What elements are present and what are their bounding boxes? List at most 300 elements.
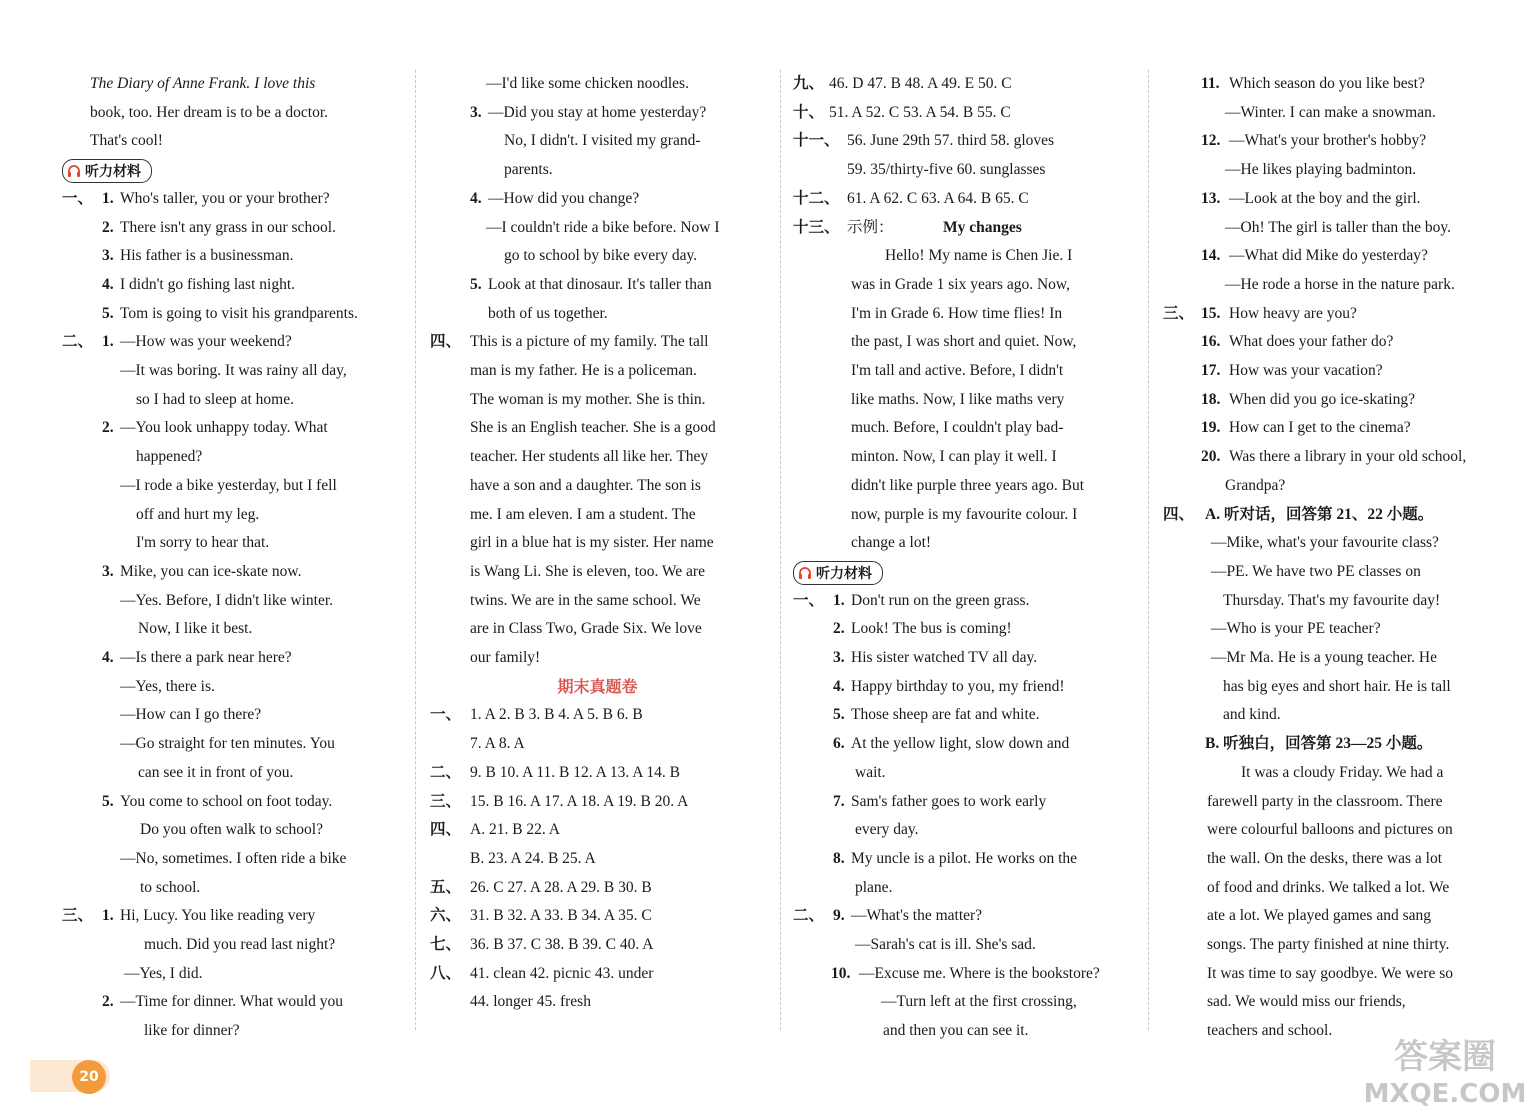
- text-line: [430, 414, 765, 442]
- text-line: [62, 816, 402, 844]
- text-line: [793, 845, 1133, 873]
- text-line: [793, 328, 1133, 356]
- line-text: I'm sorry to hear that.: [136, 534, 270, 551]
- essay-title: My changes: [943, 219, 1022, 236]
- text-line: [62, 414, 402, 442]
- text-line: [793, 902, 1133, 930]
- text-line: [62, 529, 402, 557]
- line-text: —I rode a bike yesterday, but I fell: [120, 477, 337, 494]
- text-line: [1163, 730, 1503, 758]
- line-text: Who's taller, you or your brother?: [120, 190, 330, 207]
- text-line: [62, 960, 402, 988]
- text-line: [62, 587, 402, 615]
- item-number: 13.: [1201, 190, 1221, 207]
- line-text: 59. 35/thirty-five 60. sunglasses: [847, 161, 1046, 178]
- line-text: —Is there a park near here?: [120, 649, 292, 666]
- line-text: I'm in Grade 6. How time flies! In: [851, 305, 1063, 322]
- text-line: [430, 730, 765, 758]
- section-marker: 二、: [62, 333, 94, 350]
- text-line: [793, 70, 1133, 98]
- line-text: 44. longer 45. fresh: [470, 993, 591, 1010]
- item-number: 14.: [1201, 247, 1221, 264]
- line-text: plane.: [855, 879, 893, 896]
- listening-label-text: 听力材料: [85, 164, 141, 180]
- line-text: teacher. Her students all like her. They: [470, 448, 709, 465]
- line-text: much. Did you read last night?: [144, 936, 336, 953]
- text-line: [1163, 328, 1503, 356]
- line-text: book, too. Her dream is to be a doctor.: [90, 104, 329, 121]
- line-text: songs. The party finished at nine thirty.: [1207, 936, 1450, 953]
- line-text: —Yes, there is.: [120, 678, 215, 695]
- line-text: parents.: [504, 161, 553, 178]
- line-text: 51. A 52. C 53. A 54. B 55. C: [829, 104, 1011, 121]
- text-line: [62, 271, 402, 299]
- text-line: [62, 988, 402, 1016]
- text-line: [430, 960, 765, 988]
- text-line: [1163, 759, 1503, 787]
- line-text: Look at that dinosaur. It's taller than: [488, 276, 712, 293]
- line-text: My uncle is a pilot. He works on the: [851, 850, 1078, 867]
- text-line: [793, 673, 1133, 701]
- line-text: wait.: [855, 764, 886, 781]
- line-text: —You look unhappy today. What: [120, 419, 328, 436]
- line-text: Hi, Lucy. You like reading very: [120, 907, 316, 924]
- line-text: to school.: [140, 879, 201, 896]
- item-number: 6.: [833, 735, 845, 752]
- text-line: [430, 99, 765, 127]
- section-marker: 三、: [430, 793, 462, 810]
- headphone-icon: [798, 566, 812, 580]
- text-line: [1163, 271, 1503, 299]
- line-text: —How was your weekend?: [120, 333, 292, 350]
- line-text: now, purple is my favourite colour. I: [851, 506, 1078, 523]
- item-number: 9.: [833, 907, 845, 924]
- item-number: 2.: [102, 993, 114, 1010]
- text-line: [1163, 931, 1503, 959]
- line-text: His father is a businessman.: [120, 247, 294, 264]
- item-number: 4.: [102, 649, 114, 666]
- line-text: Do you often walk to school?: [140, 821, 323, 838]
- section-marker: 五、: [430, 879, 462, 896]
- line-text: —What's the matter?: [851, 907, 983, 924]
- text-line: [1163, 673, 1503, 701]
- text-line: [430, 185, 765, 213]
- text-line: [793, 529, 1133, 557]
- text-line: [1163, 644, 1503, 672]
- line-text: girl in a blue hat is my sister. Her name: [470, 534, 714, 551]
- line-text: Grandpa?: [1225, 477, 1286, 494]
- text-line: [430, 759, 765, 787]
- item-number: 11.: [1201, 75, 1220, 92]
- line-text: Thursday. That's my favourite day!: [1223, 592, 1441, 609]
- line-text: Look! The bus is coming!: [851, 620, 1012, 637]
- section-marker: 六、: [430, 907, 462, 924]
- text-line: [793, 615, 1133, 643]
- text-line: [430, 615, 765, 643]
- line-text: —How did you change?: [488, 190, 640, 207]
- text-line: [793, 874, 1133, 902]
- line-text: —Sarah's cat is ill. She's sad.: [855, 936, 1036, 953]
- item-number: 16.: [1201, 333, 1221, 350]
- text-line: [430, 271, 765, 299]
- text-line: [62, 386, 402, 414]
- text-line: [430, 357, 765, 385]
- line-text: B. 听独白，回答第 23—25 小题。: [1205, 735, 1433, 752]
- line-text: man is my father. He is a policeman.: [470, 362, 697, 379]
- line-text: our family!: [470, 649, 541, 666]
- text-line: [1163, 501, 1503, 529]
- line-text: —Who is your PE teacher?: [1211, 620, 1381, 637]
- section-marker: 四、: [430, 821, 462, 838]
- text-line: [430, 529, 765, 557]
- text-line: [793, 988, 1133, 1016]
- line-text: —Yes. Before, I didn't like winter.: [120, 592, 334, 609]
- text-line: [793, 185, 1133, 213]
- line-text: A. 听对话，回答第 21、22 小题。: [1205, 506, 1434, 523]
- text-line: [62, 931, 402, 959]
- page-number: 20: [72, 1060, 106, 1094]
- text-line: [430, 214, 765, 242]
- section-marker: 四、: [1163, 506, 1195, 523]
- text-line: [793, 587, 1133, 615]
- item-number: 1.: [102, 333, 114, 350]
- text-line: [1163, 185, 1503, 213]
- line-text: are in Class Two, Grade Six. We love: [470, 620, 702, 637]
- watermark-logo: [1360, 1030, 1530, 1110]
- text-line: [430, 644, 765, 672]
- line-text: teachers and school.: [1207, 1022, 1333, 1039]
- line-text: 56. June 29th 57. third 58. gloves: [847, 132, 1055, 149]
- text-line: [793, 931, 1133, 959]
- item-number: 3.: [470, 104, 482, 121]
- section-marker: 四、: [430, 333, 462, 350]
- line-text: It was a cloudy Friday. We had a: [1241, 764, 1444, 781]
- section-marker: 一、: [793, 592, 825, 609]
- watermark-top: 答案圈: [1394, 1037, 1496, 1077]
- text-line: [62, 558, 402, 586]
- section-marker: 二、: [793, 907, 825, 924]
- line-text: didn't like purple three years ago. But: [851, 477, 1085, 494]
- line-text: The Diary of Anne Frank. I love this: [90, 75, 316, 92]
- line-text: Now, I like it best.: [138, 620, 253, 637]
- text-line: [1163, 99, 1503, 127]
- item-number: 1.: [833, 592, 845, 609]
- line-text: Happy birthday to you, my friend!: [851, 678, 1065, 695]
- headphone-icon: [67, 164, 81, 178]
- text-line: [430, 242, 765, 270]
- line-text: At the yellow light, slow down and: [851, 735, 1070, 752]
- text-line: [62, 615, 402, 643]
- line-text: the past, I was short and quiet. Now,: [851, 333, 1077, 350]
- line-text: and then you can see it.: [883, 1022, 1029, 1039]
- line-text: I'm tall and active. Before, I didn't: [851, 362, 1064, 379]
- text-line: [1163, 214, 1503, 242]
- text-line: [793, 788, 1133, 816]
- item-number: 2.: [833, 620, 845, 637]
- item-number: 5.: [833, 706, 845, 723]
- text-line: [430, 587, 765, 615]
- line-text: How heavy are you?: [1229, 305, 1357, 322]
- section-marker: 一、: [62, 190, 94, 207]
- line-text: like maths. Now, I like maths very: [851, 391, 1065, 408]
- line-text: —Look at the boy and the girl.: [1229, 190, 1421, 207]
- line-text: —Winter. I can make a snowman.: [1225, 104, 1436, 121]
- section-marker: 二、: [430, 764, 462, 781]
- line-text: 1. A 2. B 3. B 4. A 5. B 6. B: [470, 706, 643, 723]
- line-text: ate a lot. We played games and sang: [1207, 907, 1432, 924]
- line-text: —Oh! The girl is taller than the boy.: [1225, 219, 1451, 236]
- item-number: 12.: [1201, 132, 1221, 149]
- item-number: 8.: [833, 850, 845, 867]
- line-text: Tom is going to visit his grandparents.: [120, 305, 358, 322]
- line-text: This is a picture of my family. The tall: [470, 333, 709, 350]
- item-number: 3.: [833, 649, 845, 666]
- line-text: Those sheep are fat and white.: [851, 706, 1040, 723]
- text-line: [793, 759, 1133, 787]
- line-text: was in Grade 1 six years ago. Now,: [851, 276, 1070, 293]
- text-line: [430, 558, 765, 586]
- text-line: [430, 127, 765, 155]
- line-text: —How can I go there?: [120, 706, 262, 723]
- line-text: 26. C 27. A 28. A 29. B 30. B: [470, 879, 652, 896]
- section-heading-row: [430, 673, 765, 701]
- text-line: [62, 874, 402, 902]
- text-line: [430, 70, 765, 98]
- text-line: [62, 242, 402, 270]
- text-line: [430, 156, 765, 184]
- text-line: [1163, 587, 1503, 615]
- item-number: 5.: [102, 305, 114, 322]
- line-text: farewell party in the classroom. There: [1207, 793, 1443, 810]
- listening-label-text: 听力材料: [816, 566, 872, 582]
- item-number: 2.: [102, 219, 114, 236]
- line-text: His sister watched TV all day.: [851, 649, 1038, 666]
- text-line: [430, 988, 765, 1016]
- line-text: 9. B 10. A 11. B 12. A 13. A 14. B: [470, 764, 681, 781]
- text-line: [62, 300, 402, 328]
- section-marker: 十二、: [793, 190, 840, 207]
- line-text: minton. Now, I can play it well. I: [851, 448, 1057, 465]
- item-number: 4.: [102, 276, 114, 293]
- line-text: so I had to sleep at home.: [136, 391, 294, 408]
- text-line: [1163, 615, 1503, 643]
- line-text: 61. A 62. C 63. A 64. B 65. C: [847, 190, 1029, 207]
- section-marker: 三、: [62, 907, 94, 924]
- item-number: 18.: [1201, 391, 1221, 408]
- listening-material-label: [62, 159, 152, 183]
- line-text: the wall. On the desks, there was a lot: [1207, 850, 1443, 867]
- column-divider: [780, 70, 781, 1030]
- text-line: [62, 472, 402, 500]
- listening-material-label: [793, 561, 883, 585]
- text-line: [62, 788, 402, 816]
- text-line: [430, 874, 765, 902]
- text-line: [62, 99, 402, 127]
- line-text: You come to school on foot today.: [120, 793, 333, 810]
- line-text: Mike, you can ice-skate now.: [120, 563, 302, 580]
- line-text: That's cool!: [90, 132, 163, 149]
- text-line: [430, 328, 765, 356]
- item-number: 20.: [1201, 448, 1221, 465]
- line-text: —Mr Ma. He is a young teacher. He: [1211, 649, 1437, 666]
- line-text: 41. clean 42. picnic 43. under: [470, 965, 654, 982]
- line-text: Was there a library in your old school,: [1229, 448, 1467, 465]
- text-line: [430, 701, 765, 729]
- line-text: —I couldn't ride a bike before. Now I: [486, 219, 720, 236]
- item-number: 17.: [1201, 362, 1221, 379]
- line-text: 示例：: [847, 219, 894, 236]
- text-line: [793, 472, 1133, 500]
- line-text: and kind.: [1223, 706, 1281, 723]
- text-line: [1163, 414, 1503, 442]
- text-line: [1163, 816, 1503, 844]
- text-line: [430, 501, 765, 529]
- line-text: go to school by bike every day.: [504, 247, 698, 264]
- line-text: It was time to say goodbye. We were so: [1207, 965, 1453, 982]
- item-number: 15.: [1201, 305, 1221, 322]
- line-text: —Time for dinner. What would you: [120, 993, 344, 1010]
- line-text: —What did Mike do yesterday?: [1229, 247, 1428, 264]
- line-text: have a son and a daughter. The son is: [470, 477, 701, 494]
- text-line: [430, 902, 765, 930]
- text-line: [430, 788, 765, 816]
- text-line: [62, 214, 402, 242]
- line-text: The woman is my mother. She is thin.: [470, 391, 706, 408]
- line-text: —What's your brother's hobby?: [1229, 132, 1427, 149]
- line-text: can see it in front of you.: [138, 764, 294, 781]
- text-line: [62, 357, 402, 385]
- line-text: 31. B 32. A 33. B 34. A 35. C: [470, 907, 652, 924]
- text-line: [1163, 127, 1503, 155]
- line-text: both of us together.: [488, 305, 608, 322]
- section-marker: 三、: [1163, 305, 1195, 322]
- section-marker: 十三、: [793, 219, 840, 236]
- text-line: [793, 501, 1133, 529]
- line-text: —It was boring. It was rainy all day,: [120, 362, 347, 379]
- line-text: off and hurt my leg.: [136, 506, 260, 523]
- text-line: [62, 443, 402, 471]
- text-line: [430, 443, 765, 471]
- item-number: 2.: [102, 419, 114, 436]
- item-number: 19.: [1201, 419, 1221, 436]
- text-line: [430, 931, 765, 959]
- line-text: twins. We are in the same school. We: [470, 592, 701, 609]
- text-line: [793, 127, 1133, 155]
- section-heading: 期末真题卷: [557, 677, 638, 696]
- text-line: [1163, 472, 1503, 500]
- line-text: —Mike, what's your favourite class?: [1211, 534, 1439, 551]
- line-text: Hello! My name is Chen Jie. I: [885, 247, 1073, 264]
- text-line: [793, 99, 1133, 127]
- text-line: [793, 271, 1133, 299]
- line-text: sad. We would miss our friends,: [1207, 993, 1406, 1010]
- text-line: [1163, 845, 1503, 873]
- line-text: What does your father do?: [1229, 333, 1394, 350]
- text-line: [430, 472, 765, 500]
- text-line: [793, 414, 1133, 442]
- text-line: [1163, 386, 1503, 414]
- text-line: [793, 156, 1133, 184]
- text-line: [1163, 788, 1503, 816]
- item-number: 3.: [102, 247, 114, 264]
- line-text: —PE. We have two PE classes on: [1211, 563, 1421, 580]
- text-line: [1163, 701, 1503, 729]
- line-text: 7. A 8. A: [470, 735, 525, 752]
- line-text: 15. B 16. A 17. A 18. A 19. B 20. A: [470, 793, 689, 810]
- line-text: She is an English teacher. She is a good: [470, 419, 716, 436]
- line-text: were colourful balloons and pictures on: [1207, 821, 1453, 838]
- item-number: 1.: [102, 907, 114, 924]
- line-text: —Excuse me. Where is the bookstore?: [859, 965, 1100, 982]
- text-line: [62, 185, 402, 213]
- line-text: —He likes playing badminton.: [1225, 161, 1417, 178]
- line-text: B. 23. A 24. B 25. A: [470, 850, 596, 867]
- text-line: [1163, 357, 1503, 385]
- text-line: [1163, 902, 1503, 930]
- text-line: [1163, 443, 1503, 471]
- line-text: —I'd like some chicken noodles.: [486, 75, 689, 92]
- text-line: [430, 845, 765, 873]
- line-text: 36. B 37. C 38. B 39. C 40. A: [470, 936, 654, 953]
- section-marker: 七、: [430, 936, 462, 953]
- section-marker: 八、: [430, 965, 462, 982]
- line-text: How was your vacation?: [1229, 362, 1383, 379]
- text-line: [1163, 874, 1503, 902]
- text-line: [1163, 156, 1503, 184]
- text-line: [793, 443, 1133, 471]
- line-text: change a lot!: [851, 534, 932, 551]
- section-marker: 九、: [793, 75, 825, 92]
- text-line: [430, 816, 765, 844]
- line-text: happened?: [136, 448, 203, 465]
- text-line: [793, 214, 1133, 242]
- text-line: [1163, 529, 1503, 557]
- item-number: 10.: [831, 965, 851, 982]
- section-marker: 一、: [430, 706, 462, 723]
- text-line: [62, 1017, 402, 1045]
- text-line: [1163, 300, 1503, 328]
- line-text: has big eyes and short hair. He is tall: [1223, 678, 1451, 695]
- line-text: There isn't any grass in our school.: [120, 219, 336, 236]
- text-line: [1163, 960, 1503, 988]
- text-line: [62, 673, 402, 701]
- item-number: 1.: [102, 190, 114, 207]
- item-number: 7.: [833, 793, 845, 810]
- line-text: every day.: [855, 821, 919, 838]
- text-line: [430, 300, 765, 328]
- text-line: [793, 816, 1133, 844]
- watermark-bottom: MXQE.COM: [1363, 1079, 1527, 1109]
- line-text: like for dinner?: [144, 1022, 240, 1039]
- section-marker: 十、: [793, 104, 825, 121]
- line-text: Sam's father goes to work early: [851, 793, 1047, 810]
- line-text: of food and drinks. We talked a lot. We: [1207, 879, 1450, 896]
- text-line: [793, 1017, 1133, 1045]
- line-text: Don't run on the green grass.: [851, 592, 1030, 609]
- text-line: [793, 300, 1133, 328]
- text-line: [1163, 70, 1503, 98]
- item-number: 4.: [833, 678, 845, 695]
- text-line: [793, 701, 1133, 729]
- item-number: 3.: [102, 563, 114, 580]
- text-line: [1163, 988, 1503, 1016]
- line-text: —Did you stay at home yesterday?: [488, 104, 707, 121]
- column-divider: [1148, 70, 1149, 1030]
- text-line: [62, 70, 402, 98]
- line-text: is Wang Li. She is eleven, too. We are: [470, 563, 705, 580]
- text-line: [793, 357, 1133, 385]
- text-line: [793, 960, 1133, 988]
